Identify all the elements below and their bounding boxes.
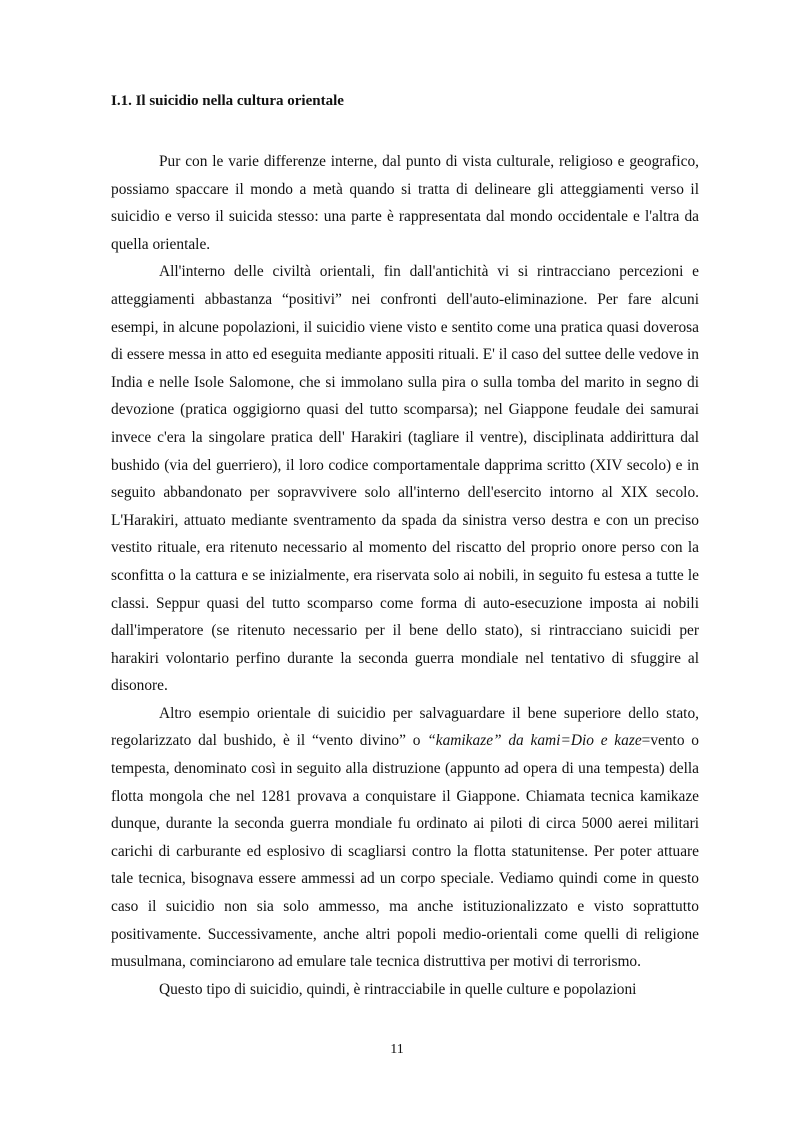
body-text (111, 148, 699, 1003)
kamikaze-italic-term: “kamikaze” da kami=Dio e kaze (427, 732, 642, 750)
paragraph-2: All'interno delle civiltà orientali, fin dall'antichità vi si rintracciano percezioni e atteggiamenti abbastanza “positivi” nei confronti dell'auto-eliminazione. Per fare alcuni esempi, in alcune popolazioni, il suicidio viene visto e sentito come una pratica quasi doverosa di essere messa in atto ed eseguita mediante appositi rituali. E' il caso del suttee delle vedove in India e nelle Isole Salomone, che si immolano sulla pira o sulla tomba del marito in segno di devozione (pratica oggigiorno quasi del tutto scomparsa); nel Giappone feudale dei samurai invece c'era la singolare pratica dell' Harakiri (tagliare il ventre), disciplinata addirittura dal bushido (via del guerriero), il loro codice comportamentale dapprima scritto (XIV secolo) e in seguito abbandonato per sopravvivere solo all'interno dell'esercito intorno al XIX secolo. L'Harakiri, attuato mediante sventramento da spada da sinistra verso destra e con un preciso vestito rituale, era ritenuto necessario al momento del riscatto del proprio onore perso con la sconfitta o la cattura e se inizialmente, era riservata solo ai nobili, in seguito fu estesa a tutte le classi. Seppur quasi del tutto scomparso come forma di auto-esecuzione imposta ai nobili dall'imperatore (se ritenuto necessario per il bene dello stato), si rintracciano suicidi per harakiri volontario perfino durante la seconda guerra mondiale nel tentativo di sfuggire al disonore. (111, 263, 699, 695)
paragraph-4: Questo tipo di suicidio, quindi, è rintracciabile in quelle culture e popolazioni (159, 980, 637, 998)
page-number: 11 (390, 1042, 404, 1057)
paragraph-1: Pur con le varie differenze interne, dal punto di vista culturale, religioso e geografico, possiamo spaccare il mondo a metà quando si tratta di delineare gli atteggiamenti verso il suicidio e verso il suicida stesso: una parte è rappresentata dal mondo occidentale e l'altra da quella orientale. (111, 153, 699, 253)
section-heading: I.1. Il suicidio nella cultura orientale (111, 93, 344, 109)
paragraph-3 (111, 700, 699, 976)
paragraph-3-text-start: Altro esempio orientale di suicidio per salvaguardare il bene superiore dello stato, regolarizzato dal bushido, è il “vento divino” o (111, 704, 699, 750)
paragraph-3-text-end: =vento o tempesta, denominato così in seguito alla distruzione (appunto ad opera di una tempesta) della flotta mongola che nel 1281 provava a conquistare il Giappone. Chiamata tecnica kamikaze dunque, durante la seconda guerra mondiale fu ordinato ai piloti di circa 5000 aerei militari carichi di carburante ed esplosivo di scagliarsi contro la flotta statunitense. Per poter attuare tale tecnica, bisognava essere ammessi ad un corpo speciale. Vediamo quindi come in questo caso il suicidio non sia solo ammesso, ma anche istituzionalizzato e visto soprattutto positivamente. Successivamente, anche altri popoli medio-orientali come quelli di religione musulmana, cominciarono ad emulare tale tecnica distruttiva per motivi di terrorismo. (111, 732, 700, 971)
